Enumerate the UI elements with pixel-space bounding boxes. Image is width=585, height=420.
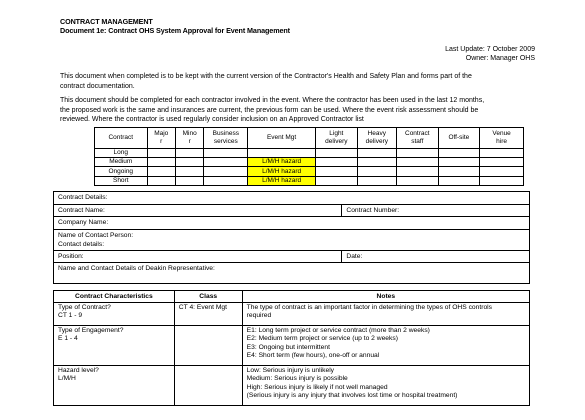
intro-p1-line1: This document when completed is to be kept with the current version of the Contractor's Health and Safety Plan and forms part of the: [60, 73, 472, 80]
matrix-cell[interactable]: [438, 158, 480, 167]
matrix-cell[interactable]: [480, 167, 524, 176]
intro-paragraph-2: [60, 96, 540, 125]
matrix-cell[interactable]: [438, 149, 480, 158]
hazard-level-class[interactable]: [174, 366, 242, 406]
matrix-cell[interactable]: [316, 158, 358, 167]
matrix-cell[interactable]: [204, 176, 248, 185]
hazard-cell-medium[interactable]: L/M/H hazard: [248, 158, 316, 167]
matrix-cell[interactable]: [316, 167, 358, 176]
matrix-cell[interactable]: [204, 149, 248, 158]
header-contract-characteristics: Contract Characteristics: [54, 291, 175, 303]
type-of-engagement-notes: E1: Long term project or service contract (more than 2 weeks) E2: Medium term project or service (up to 2 weeks) E3: Ongoing but intermittent E4: Short term (few hours), one-off or annual: [242, 326, 529, 366]
matrix-cell[interactable]: [175, 158, 203, 167]
matrix-cell[interactable]: [316, 176, 358, 185]
matrix-header-minor: Mino r: [175, 128, 203, 149]
matrix-cell[interactable]: [147, 158, 175, 167]
matrix-row-label: Long: [95, 149, 148, 158]
characteristics-header-row: [54, 291, 530, 303]
header-notes: Notes: [242, 291, 529, 303]
matrix-cell[interactable]: [147, 176, 175, 185]
matrix-cell[interactable]: [316, 149, 358, 158]
contract-details-table: [53, 191, 530, 284]
contact-person-field[interactable]: [54, 229, 530, 250]
type-of-contract-class[interactable]: CT 4: Event Mgt: [174, 303, 242, 326]
contract-characteristics-table: [53, 290, 530, 406]
contract-matrix-table: [94, 127, 524, 186]
matrix-row-ongoing: [95, 167, 524, 176]
type-of-contract-notes: The type of contract is an important factor in determining the types of OHS controls required: [242, 303, 529, 326]
type-of-contract-cell: Type of Contract? CT 1 - 9: [54, 303, 175, 326]
matrix-header-contract-staff: Contract staff: [397, 128, 439, 149]
matrix-cell[interactable]: [175, 167, 203, 176]
matrix-header-heavy-delivery: Heavy delivery: [357, 128, 396, 149]
hazard-cell-ongoing[interactable]: L/M/H hazard: [248, 167, 316, 176]
matrix-header-business-services: Business services: [204, 128, 248, 149]
matrix-cell[interactable]: [480, 149, 524, 158]
type-of-engagement-class[interactable]: [174, 326, 242, 366]
matrix-header-venue-hire: Venue hire: [480, 128, 524, 149]
matrix-cell[interactable]: [175, 176, 203, 185]
hazard-level-cell: Hazard level? L/M/H: [54, 366, 175, 406]
matrix-cell[interactable]: [204, 167, 248, 176]
type-of-engagement-row: [54, 326, 530, 366]
matrix-cell[interactable]: [147, 149, 175, 158]
type-of-contract-row: [54, 303, 530, 326]
hazard-cell-short[interactable]: L/M/H hazard: [248, 176, 316, 185]
contract-details-field[interactable]: Contract Details:: [54, 192, 530, 205]
matrix-cell[interactable]: [357, 149, 396, 158]
matrix-cell[interactable]: [175, 149, 203, 158]
matrix-cell[interactable]: [204, 158, 248, 167]
header-class: Class: [174, 291, 242, 303]
type-of-engagement-cell: Type of Engagement? E 1 - 4: [54, 326, 175, 366]
owner: Owner: Manager OHS: [465, 55, 535, 62]
contact-person-label: Name of Contact Person:: [58, 231, 134, 239]
intro-p2-line1: This document should be completed for each contractor involved in the event. Where the contractor has been used in the last 12 months,: [60, 97, 485, 104]
matrix-header-contract: Contract: [95, 128, 148, 149]
matrix-header-light-delivery: Light delivery: [316, 128, 358, 149]
contract-name-field[interactable]: Contract Name:: [54, 204, 342, 217]
doc-subtitle: Document 1e: Contract OHS System Approval for Event Management: [60, 26, 290, 35]
matrix-cell[interactable]: [147, 167, 175, 176]
matrix-row-medium: [95, 158, 524, 167]
company-name-field[interactable]: Company Name:: [54, 217, 530, 230]
date-field[interactable]: Date:: [342, 250, 530, 263]
matrix-row-label: Ongoing: [95, 167, 148, 176]
hazard-level-row: [54, 366, 530, 406]
matrix-header-major: Majo r: [147, 128, 175, 149]
matrix-cell[interactable]: [397, 149, 439, 158]
intro-p2-line3: reviewed. Where the contractor is used regularly consider inclusion on an Approved Contractor list: [60, 116, 364, 123]
matrix-row-label: Short: [95, 176, 148, 185]
last-update: Last Update: 7 October 2009: [445, 46, 535, 53]
matrix-cell[interactable]: [438, 176, 480, 185]
matrix-header-row: [95, 128, 524, 149]
matrix-row-short: [95, 176, 524, 185]
intro-p1-line2: contract documentation.: [60, 82, 135, 90]
matrix-cell[interactable]: [480, 158, 524, 167]
position-field[interactable]: Position:: [54, 250, 342, 263]
contract-number-field[interactable]: Contract Number:: [342, 204, 530, 217]
matrix-header-event-mgt: Event Mgt: [248, 128, 316, 149]
matrix-cell[interactable]: [357, 176, 396, 185]
matrix-cell[interactable]: [397, 176, 439, 185]
intro-paragraph-1: [60, 72, 540, 91]
matrix-row-label: Medium: [95, 158, 148, 167]
doc-title: CONTRACT MANAGEMENT: [60, 17, 153, 26]
matrix-row-long: [95, 149, 524, 158]
matrix-cell[interactable]: [480, 176, 524, 185]
hazard-level-notes: Low: Serious injury is unlikely Medium: Serious injury is possible High: Serious injury is likely if not well managed (Serious injury is any injury that involves lost time or hospital treatment): [242, 366, 529, 406]
deakin-representative-field[interactable]: Name and Contact Details of Deakin Representative:: [54, 263, 530, 284]
intro-p2-line2: the proposed work is the same and insurances are current, the previous form can be used. Where the event risk assessment should be: [60, 106, 479, 114]
matrix-cell[interactable]: [438, 167, 480, 176]
contact-details-label: Contact details:: [58, 240, 105, 248]
matrix-cell[interactable]: [357, 167, 396, 176]
matrix-cell[interactable]: [397, 158, 439, 167]
matrix-cell-event-mgt[interactable]: [248, 149, 316, 158]
matrix-header-off-site: Off-site: [438, 128, 480, 149]
matrix-cell[interactable]: [357, 158, 396, 167]
matrix-cell[interactable]: [397, 167, 439, 176]
